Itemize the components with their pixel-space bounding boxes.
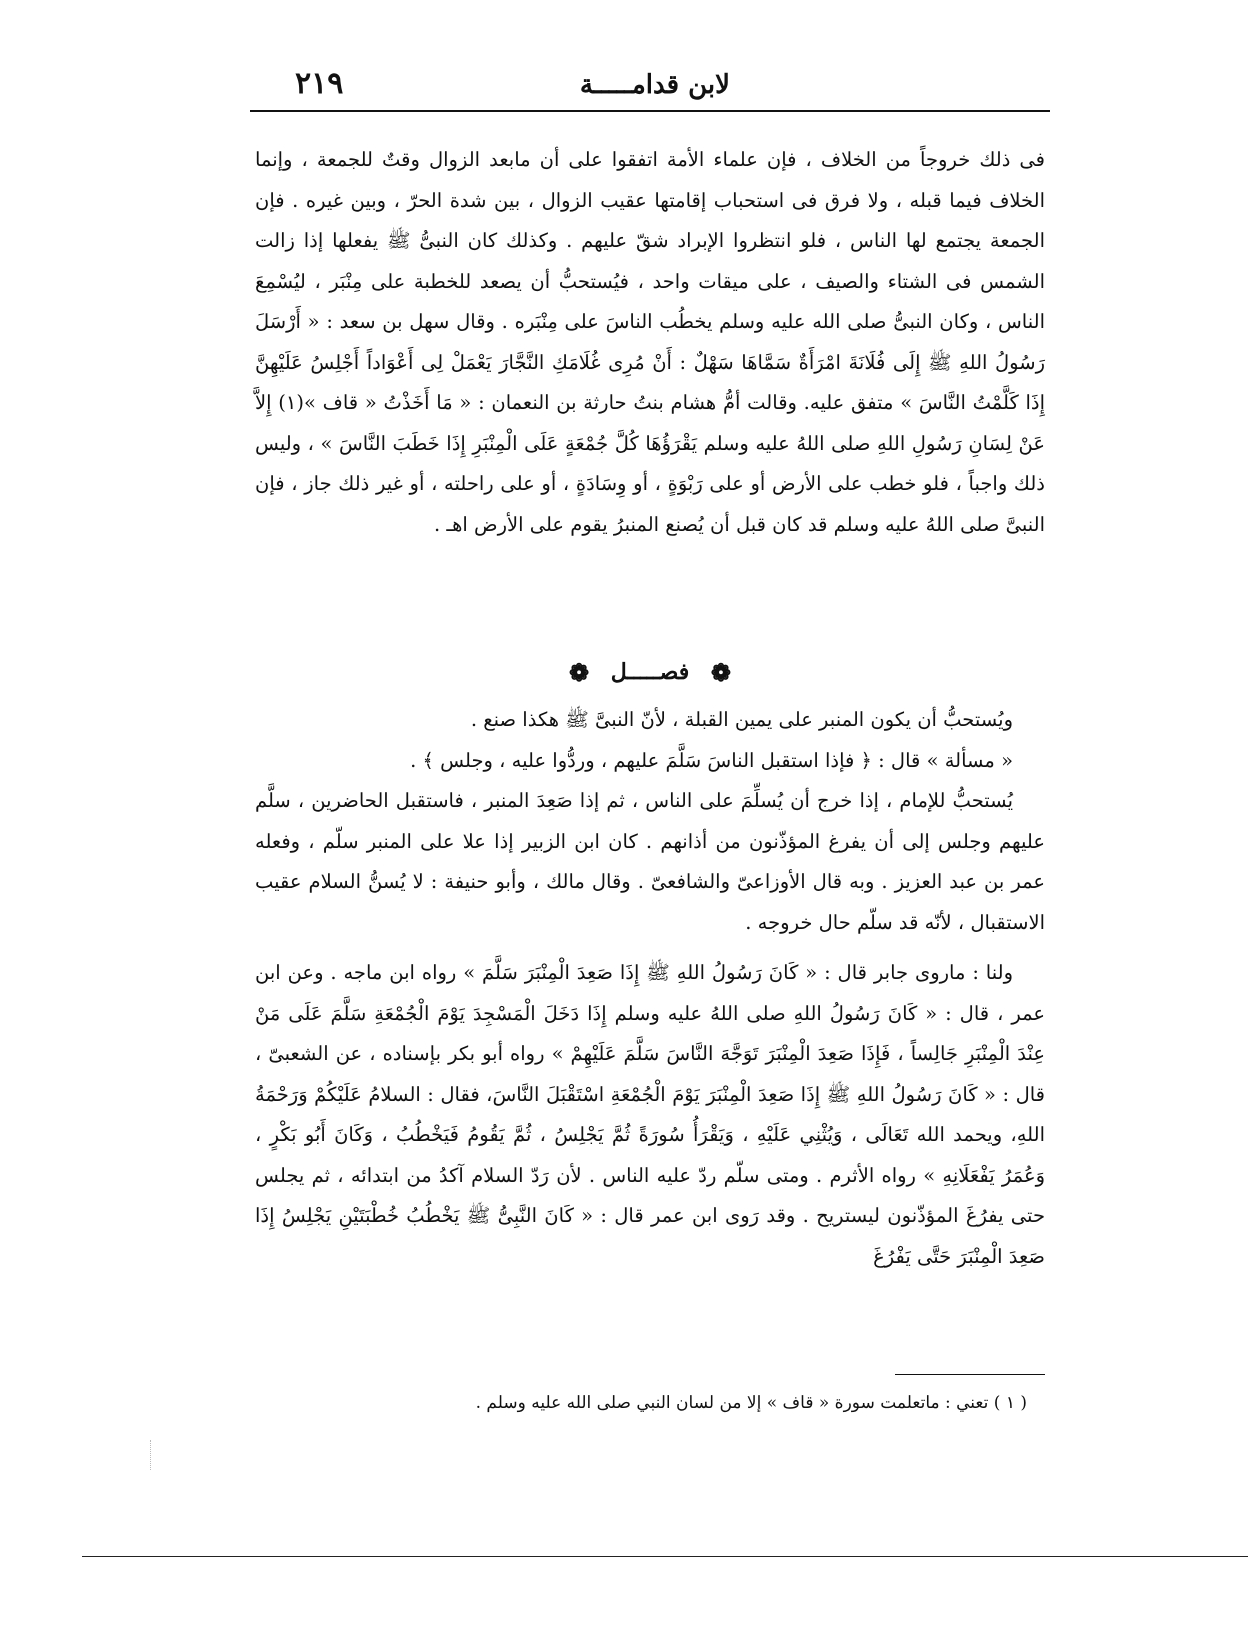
section-title: فصـــــل: [610, 659, 690, 685]
paragraph: ويُستحبُّ أن يكون المنبر على يمين القبلة ، لأنّ النبىَّ ﷺ هكذا صنع .: [470, 708, 1013, 731]
masala-paragraph: « مسألة » قال : ﴿ فإذا استقبل الناسَ سَلَّمَ عليهم ، وردُّوا عليه ، وجلس ﴾ .: [410, 748, 1013, 772]
page-number: ٢١٩: [295, 66, 344, 101]
footnote: ( ١ ) تعني : ماتعلمت سورة « قاف » إلا من لسان النبي صلى الله عليه وسلم .: [475, 1393, 1027, 1413]
bottom-rule: [82, 1556, 1248, 1557]
section-text: [255, 700, 1045, 1277]
running-title: لابن قدامـــــة: [579, 70, 730, 100]
page-header: [250, 60, 1050, 110]
header-rule: [250, 110, 1050, 112]
margin-mark: [150, 1440, 151, 1470]
section-heading: [255, 652, 1045, 692]
paragraph: فى ذلك خروجاً من الخلاف ، فإن علماء الأمة اتفقوا على أن مابعد الزوال وقتٌ للجمعة ، وإنما الخلاف فيما قبله ، ولا فرق فى استحباب إقامتها عقيب الزوال ، بين شدة الحرّ ، وبين غيره . فإن الجمعة يجتمع لها الناس ، فلو انتظروا الإبراد شقّ عليهم . وكذلك كان النبىُّ ﷺ يفعلها إذا زالت الشمس فى الشتاء والصيف ، على ميقات واحد ، فيُستحبُّ أن يصعد للخطبة على مِنْبَر ، ليُسْمِعَ الناس ، وكان النبىُّ صلى الله عليه وسلم يخطُب الناسَ على مِنْبَره . وقال سهل بن سعد : « أَرْسَلَ رَسُولُ اللهِ ﷺ إِلَى فُلَانَةَ امْرَأَةٌ سَمَّاهَا سَهْلٌ : أَنْ مُرِى غُلَامَكِ النَّجَّارَ يَعْمَلْ لِى أَعْوَاداً أَجْلِسُ عَلَيْهِنَّ إِذَا كَلَّمْتُ النَّاسَ » متفق عليه. وقالت أمُّ هشام بنتُ حارثة بن النعمان : « مَا أَخَذْتُ « قاف »(١) إِلاَّ عَنْ لِسَانِ رَسُولِ اللهِ صلى اللهُ عليه وسلم يَقْرَؤُهَا كُلَّ جُمْعَةٍ عَلَى الْمِنْبَرِ إِذَا خَطَبَ النَّاسَ » ، وليس ذلك واجباً ، فلو خطب على الأرض أو على رَبْوَةٍ ، أو وِسَادَةٍ ، أو على راحلته ، أو غير ذلك جاز ، فإن النبىَّ صلى اللهُ عليه وسلم قد كان قبل أن يُصنع المنبرُ يقوم على الأرض اهـ .: [255, 148, 1045, 536]
footnote-rule: [895, 1374, 1045, 1375]
ornament-icon: ❁: [710, 658, 732, 687]
paragraph: ولنا : ماروى جابر قال : « كَانَ رَسُولُ اللهِ ﷺ إِذَا صَعِدَ الْمِنْبَرَ سَلَّمَ » رواه ابن ماجه . وعن ابن عمر ، قال : « كَانَ رَسُولُ اللهِ صلى اللهُ عليه وسلم إِذَا دَخَلَ الْمَسْجِدَ يَوْمَ الْجُمْعَةِ سَلَّمَ عَلَى مَنْ عِنْدَ الْمِنْبَرِ جَالِساً ، فَإِذَا صَعِدَ الْمِنْبَرَ تَوَجَّهَ النَّاسَ سَلَّمَ عَلَيْهِمْ » رواه أبو بكر بإسناده ، عن الشعبىّ ، قال : « كَانَ رَسُولُ اللهِ ﷺ إِذَا صَعِدَ الْمِنْبَرَ يَوْمَ الْجُمْعَةِ اسْتَقْبَلَ النَّاسَ، فقال : السلامُ عَلَيْكُمْ وَرَحْمَةُ اللهِ، ويحمد الله تَعَالَى ، وَيُثْنِي عَلَيْهِ ، وَيَقْرَأُ سُورَةً ثُمَّ يَجْلِسُ ، ثُمَّ يَقُومُ فَيَخْطُبُ ، وَكَانَ أَبُو بَكْرٍ ، وَعُمَرُ يَفْعَلَانِهِ » رواه الأثرم . ومتى سلّم ردّ عليه الناس . لأن رَدّ السلام آكدُ من ابتدائه ، ثم يجلس حتى يفرُغَ المؤذّنون ليستريح . وقد رَوى ابن عمر قال : « كَانَ النَّبِىُّ ﷺ يَخْطُبُ خُطْبَتَيْنِ يَجْلِسُ إِذَا صَعِدَ الْمِنْبَرَ حَتَّى يَفْرُغَ: [255, 961, 1045, 1268]
main-text: [255, 140, 1045, 545]
ornament-icon: ❁: [568, 658, 590, 687]
paragraph: يُستحبُّ للإمام ، إذا خرج أن يُسلِّمَ على الناس ، ثم إذا صَعِدَ المنبر ، فاستقبل الحاضرين ، سلَّم عليهم وجلس إلى أن يفرغ المؤذّنون من أذانهم . كان ابن الزبير إذا علا على المنبر سلّم ، وفعله عمر بن عبد العزيز . وبه قال الأوزاعىّ والشافعىّ . وقال مالك ، وأبو حنيفة : لا يُسنُّ السلام عقيب الاستقبال ، لأنّه قد سلّم حال خروجه .: [255, 789, 1045, 934]
